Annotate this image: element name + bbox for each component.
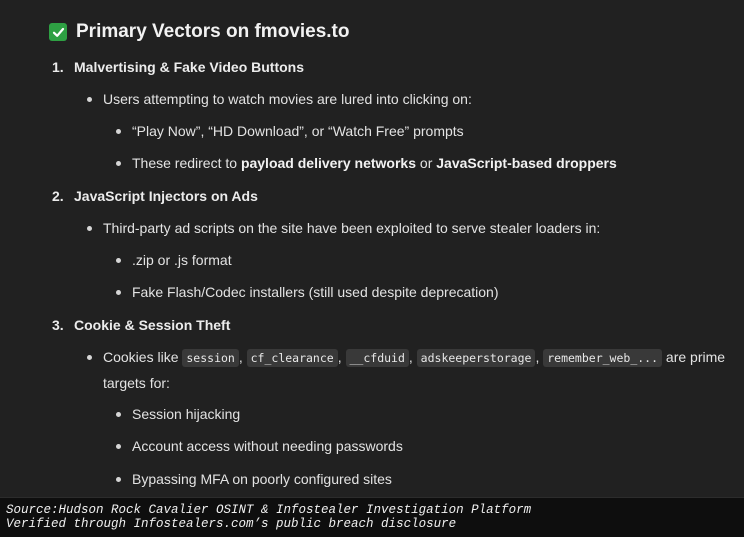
bullet-text: Cookies like session , cf_clearance , __cfduid , adskeeperstorage , remember_web_... are prime [103,349,726,365]
sub-bullet-text: Fake Flash/Codec installers (still used despite deprecation) [132,284,499,300]
footer-source-line: Source:Hudson Rock Cavalier OSINT & Infostealer Investigation Platform [6,503,532,517]
bullet-text: Third-party ad scripts on the site have been exploited to serve stealer loaders in: [103,220,601,236]
bullet-dot [116,161,121,166]
cookie-code: cf_clearance [247,349,338,367]
list-item-title: Cookie & Session Theft [74,317,231,333]
bullet-dot [116,412,121,417]
sub-bullet-text: Account access without needing passwords [132,438,403,454]
check-box-icon [49,23,67,41]
text-segment: Cookies like [103,349,179,365]
bullet-text: Users attempting to watch movies are lured into clicking on: [103,91,472,107]
cookie-code: adskeeperstorage [417,349,536,367]
list-item-number-heading [52,188,258,204]
sub-bullet-text: .zip or .js format [132,252,232,268]
bullet-dot [87,226,92,231]
sub-bullet-text: Bypassing MFA on poorly configured sites [132,471,392,487]
footer-verified-line: Verified through Infostealers.com’s public breach disclosure [6,517,457,531]
sub-bullet-text: Session hijacking [132,406,241,422]
bullet-dot [116,290,121,295]
sub-bullet-text: “Play Now”, “HD Download”, or “Watch Free” prompts [132,123,464,139]
cookie-code: __cfduid [346,349,409,367]
cookie-code: session [182,349,238,367]
text-segment: These redirect to [132,155,241,171]
text-segment: or [416,155,437,171]
bullet-dot [116,129,121,134]
source-footer [0,497,744,537]
list-item-title: Malvertising & Fake Video Buttons [74,59,305,75]
list-item-number-heading [52,59,304,75]
list-item-title: JavaScript Injectors on Ads [74,188,258,204]
text-segment: are prime [665,349,726,365]
bullet-dot [87,355,92,360]
bullet-text-continuation: targets for: [103,375,170,391]
heading-title: Primary Vectors on fmovies.to [76,21,350,42]
bullet-dot [116,258,121,263]
list-number: 1. [52,59,64,75]
bold-text: payload delivery networks [240,155,417,171]
list-number: 3. [52,317,64,333]
list-number: 2. [52,188,64,204]
bullet-dot [116,444,121,449]
bold-text: JavaScript-based droppers [436,155,617,171]
cookie-code: remember_web_... [543,349,662,367]
list-item-number-heading [52,317,230,333]
section-heading [49,21,350,43]
sub-bullet-text [132,155,617,171]
bullet-dot [87,97,92,102]
bullet-dot [116,477,121,482]
